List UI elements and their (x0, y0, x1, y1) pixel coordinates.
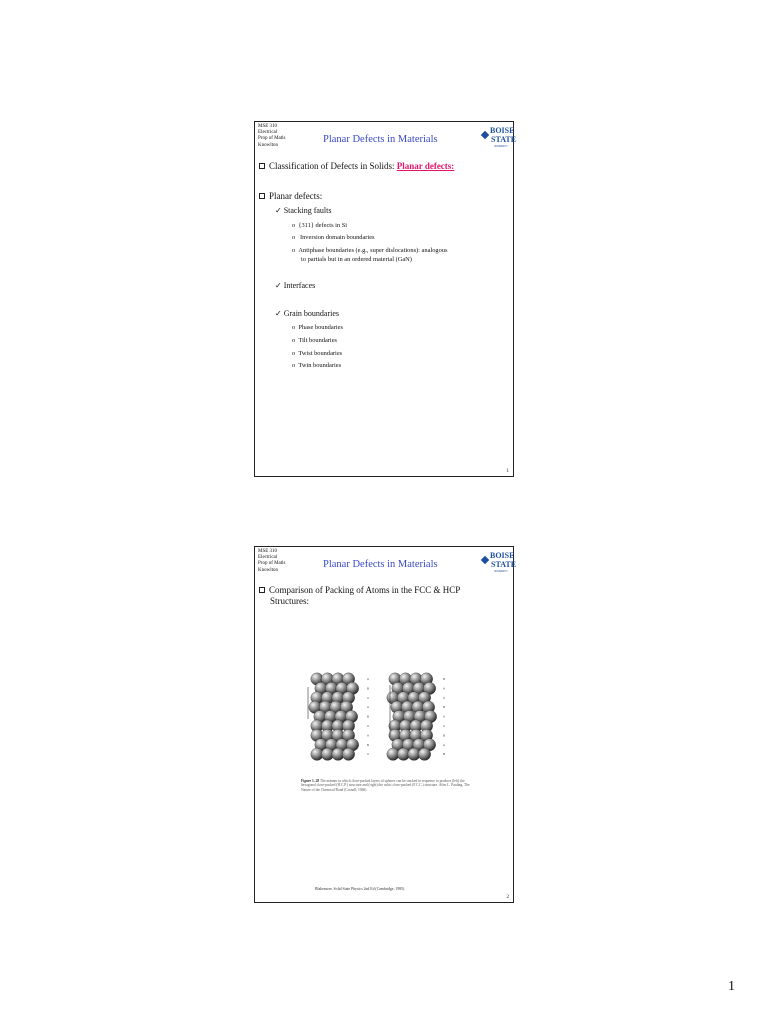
layer-label: C (443, 695, 446, 700)
slide-1 (254, 121, 517, 477)
checkbox-bullet-icon (259, 587, 265, 593)
logo-word-2: STATE (491, 135, 517, 144)
layer-label: A (367, 677, 370, 681)
check-icon: ✓ (275, 309, 284, 318)
layer-label: A (443, 714, 446, 719)
checkbox-bullet-icon (259, 163, 265, 169)
layer-label: C (443, 724, 446, 728)
circle-bullet-icon: o (292, 324, 299, 331)
circle-bullet-icon: o (292, 337, 299, 344)
layer-labels-right (443, 677, 446, 756)
course-line-2: Electrical (258, 555, 278, 561)
sub-item-311: o {311} defects in Si (292, 222, 348, 229)
logo-word-2: STATE (491, 560, 517, 569)
course-line-2: Electrical (258, 130, 278, 136)
checkbox-bullet-icon (259, 193, 265, 199)
bullet-comparison: Comparison of Packing of Atoms in the FCC & HCP (259, 585, 460, 595)
gb-item: o Phase boundaries (292, 324, 343, 331)
circle-bullet-icon: o (292, 247, 299, 254)
circle-bullet-icon: o (292, 362, 299, 369)
logo-word-1: BOISE (490, 126, 515, 135)
instructor: Knowlton (258, 142, 278, 148)
logo-word-1: BOISE (490, 551, 515, 560)
circle-bullet-icon: o (292, 234, 299, 241)
layer-label: A (443, 742, 446, 747)
atom-sphere (418, 748, 430, 760)
course-code: MSE 310 (258, 549, 278, 554)
layer-label: A (367, 705, 370, 710)
layer-label: B (443, 705, 446, 710)
bullet-planar-defects: Planar defects: (259, 191, 322, 201)
item-interfaces: ✓ Interfaces (275, 281, 316, 290)
layer-label: B (367, 686, 370, 691)
instructor: Knowlton (258, 567, 278, 573)
gb-item: o Twist boundaries (292, 350, 343, 357)
course-line-3: Prop of Matls (258, 561, 286, 567)
course-line-3: Prop of Matls (258, 136, 286, 142)
layer-labels-left (367, 677, 370, 756)
layer-label: A (367, 733, 370, 738)
layer-label: B (443, 752, 446, 757)
slide-page-number: 2 (506, 895, 509, 900)
bullet-classification: Classification of Defects in Solids: Planar defects: (259, 161, 454, 171)
slide-2 (254, 546, 517, 903)
sub-item-antiphase-cont: to partials but in an ordered material (GaN) (301, 256, 412, 263)
planar-defects-highlight: Planar defects: (396, 161, 455, 171)
layer-label: C (367, 695, 370, 700)
layer-label: B (367, 742, 370, 747)
layer-label: A (443, 686, 446, 691)
fcc-stack (387, 673, 437, 761)
sub-item-inversion: o Inversion domain boundaries (292, 234, 375, 241)
gb-item: o Twin boundaries (292, 362, 342, 369)
boise-state-logo-icon (481, 123, 517, 151)
circle-bullet-icon: o (292, 350, 299, 357)
check-icon: ✓ (275, 206, 284, 215)
circle-bullet-icon: o (292, 222, 299, 229)
layer-label: C (367, 724, 370, 728)
course-code: MSE 310 (258, 124, 278, 129)
slide-title: Planar Defects in Materials (323, 559, 438, 570)
boise-state-logo-icon (481, 548, 517, 576)
gb-item: o Tilt boundaries (292, 337, 338, 344)
slide-title: Planar Defects in Materials (323, 134, 438, 145)
item-stacking-faults: ✓ Stacking faults (275, 206, 332, 215)
layer-label: C (367, 752, 370, 757)
header-info (258, 124, 286, 149)
sub-item-antiphase: o Antiphase boundaries (e.g., super dislocations): analogous (292, 247, 448, 254)
slide-page-number: 1 (506, 469, 509, 474)
figure-caption: Figure 1–28 The manner in which close-packed layers of spheres can be stacked in sequence to produce (left) the hexagonal close-packed (H.C.P.) structure and (right) the cubic close-packed (F.C.C.) structure. After L. Pauling, The Nature of the Chemical Bond (Cornell, 1960). (301, 779, 470, 792)
layer-label: B (443, 677, 446, 681)
layer-label: B (443, 733, 446, 738)
fcc-hcp-packing-figure (291, 661, 475, 775)
atom-sphere (342, 748, 354, 760)
check-icon: ✓ (275, 281, 284, 290)
header-info (258, 549, 286, 574)
sheet-page-number: 1 (728, 979, 735, 994)
layer-label: B (367, 714, 370, 719)
logo-word-3: UNIVERSITY (494, 571, 508, 573)
hcp-stack (309, 673, 359, 761)
item-grain-boundaries: ✓ Grain boundaries (275, 309, 340, 318)
bullet-comparison-cont: Structures: (270, 596, 309, 606)
figure-reference: Blakemore, Solid State Physics 2nd Ed (Cambridge, 1985) (315, 887, 405, 891)
logo-word-3: UNIVERSITY (494, 146, 508, 148)
